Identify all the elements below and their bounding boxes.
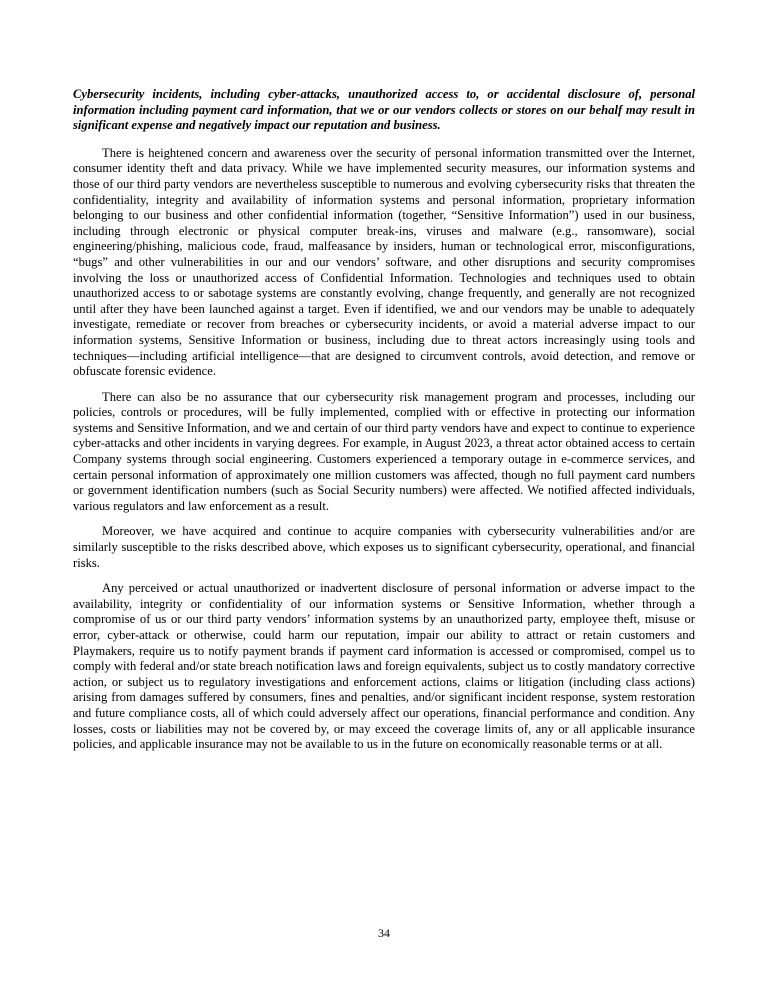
paragraph-2: There can also be no assurance that our cybersecurity risk management program and processes, including our policies, controls or procedures, will be fully implemented, complied with or effective in protecting our information systems and Sensitive Information, and we and certain of our third party vendors have and expect to continue to experience cyber-attacks and other incidents in varying degrees. For example, in August 2023, a threat actor obtained access to certain Company systems through social engineering. Customers experienced a temporary outage in e-commerce services, and certain personal information of approximately one million customers was affected, though no full payment card numbers or government identification numbers (such as Social Security numbers) were affected. We notified affected individuals, various regulators and law enforcement as a result. [73,389,695,513]
paragraph-4: Any perceived or actual unauthorized or inadvertent disclosure of personal information or adverse impact to the availability, integrity or confidentiality of our information systems or Sensitive Information, whether through a compromise of us or our third party vendors’ information systems by an unauthorized party, employee theft, misuse or error, cyber-attack or otherwise, could harm our reputation, impair our ability to attract or retain customers and Playmakers, require us to notify payment brands if payment card information is accessed or compromised, compel us to comply with federal and/or state breach notification laws and foreign equivalents, subject us to costly mandatory corrective action, or subject us to regulatory investigations and enforcement actions, claims or litigation (including class actions) arising from damages suffered by consumers, fines and penalties, and/or significant incident response, system restoration and future compliance costs, all of which could adversely affect our operations, financial performance and condition. Any losses, costs or liabilities may not be covered by, or may exceed the coverage limits of, any or all applicable insurance policies, and applicable insurance may not be available to us in the future on economically reasonable terms or at all. [73,581,695,752]
risk-factor-heading: Cybersecurity incidents, including cyber-attacks, unauthorized access to, or accidental disclosure of, personal information including payment card information, that we or our vendors collects or stores on our behalf may result in significant expense and negatively impact our reputation and business. [73,87,695,133]
paragraph-1: There is heightened concern and awareness over the security of personal information transmitted over the Internet, consumer identity theft and data privacy. While we have implemented security measures, our information systems and those of our third party vendors are nevertheless susceptible to numerous and evolving cybersecurity risks that threaten the confidentiality, integrity and availability of information systems and personal information, proprietary information belonging to our business and other confidential information (together, “Sensitive Information”) used in our business, including through electronic or physical computer break-ins, viruses and malware (e.g., ransomware), social engineering/phishing, malicious code, fraud, malfeasance by insiders, human or technological error, misconfigurations, “bugs” and other vulnerabilities in our and our vendors’ software, and other disruptions and security compromises involving the loss or unauthorized access of Confidential Information. Technologies and techniques used to obtain unauthorized access to or sabotage systems are constantly evolving, change frequently, and generally are not recognized until after they have been launched against a target. Even if identified, we and our vendors may be unable to adequately investigate, remediate or recover from breaches or cybersecurity incidents, or avoid a material adverse impact to our information systems, Sensitive Information or business, including due to threat actors increasingly using tools and techniques—including artificial intelligence—that are designed to circumvent controls, avoid detection, and remove or obfuscate forensic evidence. [73,145,695,379]
paragraph-3: Moreover, we have acquired and continue to acquire companies with cybersecurity vulnerabilities and/or are similarly susceptible to the risks described above, which exposes us to significant cybersecurity, operational, and financial risks. [73,524,695,570]
page-number: 34 [378,926,390,940]
